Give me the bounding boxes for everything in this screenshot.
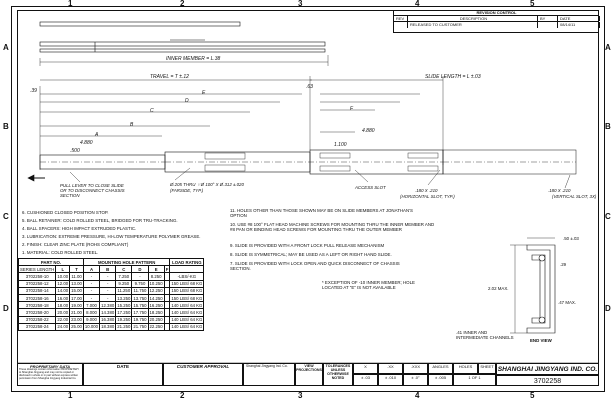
- company-name: SHANGHAI JINGYANG IND. CO.: [497, 366, 598, 373]
- table-cell: 13.00: [71, 281, 82, 287]
- dim-e: E: [202, 90, 206, 96]
- table-cell: 3702258-24: [19, 323, 56, 330]
- table-cell: 22.00: [57, 317, 69, 323]
- dim-inner-member: INNER MEMBER = L.38: [166, 56, 221, 62]
- table-cell: -: [83, 294, 99, 301]
- zone-col-1: 1: [68, 0, 73, 8]
- table-cell: 15.750: [133, 302, 147, 308]
- end-view-channel-note: .41 INNER AND INTERMEDIATE CHANNELS: [456, 330, 514, 340]
- tolerances-label: TOLERANCES UNLESS OTHERWISE NOTED: [325, 364, 351, 380]
- table-cell: 23.00: [71, 317, 82, 323]
- table-cell: 24.00: [57, 324, 69, 330]
- col-f: F: [165, 266, 169, 272]
- table-cell: -: [132, 273, 148, 280]
- note-6: 6. CUSHIONED CLOSED POSITION STOP.: [22, 210, 109, 215]
- table-cell: 3702258-18: [19, 302, 56, 309]
- dim-500: .500: [70, 148, 80, 154]
- tol-angles-header: [428, 363, 453, 374]
- table-cell: 15.00: [71, 288, 82, 294]
- table-cell: 140 LBS/ 64 KG: [171, 302, 203, 308]
- table-cell: 12.380: [101, 302, 115, 308]
- tol-xxx-header: [403, 363, 428, 374]
- dim-39: .39: [30, 88, 37, 94]
- table-cell: 20.00: [57, 309, 69, 315]
- table-cell: 16.250: [149, 302, 163, 308]
- zone-col-4: 4: [415, 0, 420, 8]
- date-header: DATE: [558, 16, 600, 21]
- col-a: A: [83, 266, 99, 273]
- zone-col-1-bottom: 1: [68, 391, 73, 400]
- end-view-top-dim: .50 ±.03: [563, 236, 579, 241]
- dim-slide-length: SLIDE LENGTH = L ±.03: [425, 74, 481, 80]
- table-cell: 3702258-10: [19, 273, 56, 280]
- table-cell: 10.000: [84, 324, 99, 330]
- table-cell: 9.000: [83, 316, 99, 323]
- inner-member-top-view: [40, 22, 240, 26]
- tol-xxx-text: ± .0°: [411, 375, 420, 380]
- proprietary-text: These drawings contain information PROPRIETARY to Shanghai Jingyang and may not be copied or disclosed in whole or in part without express written permission from Shanghai Jingyang Industrial Co.: [19, 368, 79, 380]
- table-cell: 16.00: [57, 295, 69, 301]
- sheet-value: [453, 374, 496, 386]
- note-4: 4. BALL SPACERS: HIGH IMPACT EXTRUDED PLASTIC.: [22, 226, 137, 231]
- end-view-side-dim: .29: [560, 262, 567, 267]
- table-cell: 18.250: [149, 309, 163, 315]
- note-2: 2. FINISH: CLEAR ZINC PLATE (ROHS COMPLIANT): [22, 242, 129, 247]
- dim-f: F: [350, 106, 354, 112]
- part-number: 3702258: [533, 378, 562, 385]
- note-3: 3. LUBRICATION: EXTREME PRESSURE, HI-LOW TEMPERATURE POLYMER GREASE.: [22, 234, 201, 239]
- end-view-drawing: [510, 238, 555, 333]
- dim-c: C: [150, 108, 154, 114]
- table-cell: 3702258-12: [19, 280, 56, 287]
- zone-col-2-bottom: 2: [180, 391, 185, 400]
- col-e: E: [148, 266, 164, 273]
- vertical-slot-dim: .180 X .210: [548, 188, 571, 193]
- table-cell: 150 LBS/ 68 KG: [171, 288, 203, 294]
- table-cell: 3702258-14: [19, 287, 56, 294]
- table-cell: 13.250: [117, 295, 131, 301]
- col-c: C: [116, 266, 132, 273]
- zone-row-b: B: [3, 122, 9, 131]
- tol-holes-label: HOLES: [458, 364, 473, 369]
- tol-x-label: X: [364, 364, 367, 369]
- note-10: 10. USE #8 100° FLAT HEAD MACHINE SCREWS FOR MOUNTING THRU THE INNER MEMBER AND #8 PAN OR BINDING HEAD SCREWS FOR MOUNTING THRU THE OUTER MEMBER: [230, 222, 435, 232]
- thru-hole-callout: Ø.205 THRU ⌔Ø 100° X Ø.312 ±.020 (FARSIDE, TYP.): [170, 182, 244, 193]
- tol-xx-text: ± .010: [384, 375, 397, 380]
- description-header: DESCRIPTION: [408, 16, 538, 21]
- zone-row-d-right: D: [605, 304, 611, 313]
- horizontal-slot-dim: .180 X .210: [415, 188, 438, 193]
- end-view-height: 2.02 MAX.: [488, 286, 509, 291]
- col-d: D: [132, 266, 148, 273]
- table-cell: 17.00: [71, 295, 82, 301]
- vertical-slot-callout: (VERTICAL SLOT, 3X): [552, 194, 597, 199]
- zone-row-b-right: B: [605, 122, 611, 131]
- table-cell: 7.250: [116, 273, 132, 280]
- table-row: [19, 309, 204, 316]
- slide-closed-top: [40, 42, 325, 46]
- tol-xx-label: .XX: [387, 364, 394, 369]
- exception-note: * EXCEPTION OF -10 INNER MEMBER; HOLE LOCATED AT "E" IS NOT AVAILABLE: [322, 280, 415, 290]
- description-value: RELEASED TO CUSTOMER: [408, 22, 538, 28]
- table-cell: -: [100, 273, 116, 280]
- col-t: T: [70, 266, 84, 273]
- inner-member-side: [40, 155, 165, 169]
- view-projection-label: VIEW PROJECTIONS: [296, 364, 322, 372]
- zone-col-2: 2: [180, 0, 185, 8]
- pull-lever-callout: PULL LEVER TO CLOSE SLIDE OR TO DISCONNECT CHASSIS SECTION: [60, 183, 125, 198]
- customer-approval-block: [163, 363, 243, 386]
- table-cell: 20.250: [149, 317, 163, 323]
- table-row: [19, 287, 204, 294]
- table-cell: 18.00: [57, 302, 69, 308]
- slide-closed-flange: [40, 49, 325, 52]
- tol-angles-value: [428, 374, 453, 386]
- address-text: Shanghai Jingyang Ind. Co.: [246, 364, 288, 368]
- tol-holes-header: [453, 363, 478, 374]
- load-rating-header: LOAD RATING: [170, 259, 204, 266]
- table-cell: -: [100, 294, 116, 301]
- sheet-text: 1 OF 1: [468, 375, 481, 380]
- dim-travel: TRAVEL = T ±.12: [150, 74, 189, 80]
- note-11: 11. HOLES OTHER THAN THOSE SHOWN MAY BE ON SLIDE MEMBERS AT JONATHAN'S OPTION: [230, 208, 413, 218]
- table-cell: 11.750: [133, 288, 147, 294]
- table-cell: 140 LBS/ 64 KG: [171, 324, 203, 330]
- table-cell: 150 LBS/ 68 KG: [171, 281, 203, 287]
- note-1: 1. MATERIAL: COLD ROLLED STEEL.: [22, 250, 99, 255]
- table-row: [19, 280, 204, 287]
- table-cell: 12.00: [57, 281, 69, 287]
- zone-row-a-right: A: [605, 43, 611, 52]
- table-cell: 150 LBS/ 68 KG: [171, 295, 203, 301]
- tolerances-block: [323, 363, 353, 386]
- table-row: [19, 316, 204, 323]
- dim-4880-left: 4.880: [80, 140, 93, 146]
- col-b: B: [100, 266, 116, 273]
- table-cell: 19.00: [71, 302, 82, 308]
- note-7: 7. SLIDE IS PROVIDED WITH LOCK OPEN AND QUICK DISCONNECT OF CHASSIS SECTION.: [230, 261, 400, 271]
- zone-col-5: 5: [530, 0, 535, 8]
- date-block: [83, 363, 163, 386]
- zone-col-5-bottom: 5: [530, 391, 535, 400]
- table-row: [19, 302, 204, 309]
- company-block: [496, 363, 599, 375]
- table-cell: 3702258-22: [19, 316, 56, 323]
- address-block: [243, 363, 295, 386]
- table-cell: 14.250: [149, 295, 163, 301]
- table-cell: -: [100, 287, 116, 294]
- sheet-label: SHEET: [480, 364, 494, 369]
- note-5: 5. BALL RETAINER: COLD ROLLED STEEL, BRIDGED FOR TRU-TRACKING.: [22, 218, 178, 223]
- zone-row-c: C: [3, 212, 9, 221]
- table-cell: 16.380: [101, 317, 115, 323]
- table-cell: -: [83, 287, 99, 294]
- zone-col-3: 3: [298, 0, 303, 8]
- note-8: 8. SLIDE IS SYMMETRICAL; MAY BE USED AS A LEFT OR RIGHT HAND SLIDE.: [230, 252, 392, 257]
- tol-xx-value: [378, 374, 403, 386]
- table-cell: 25.00: [71, 324, 82, 330]
- table-row: [19, 323, 204, 330]
- zone-row-d: D: [3, 304, 9, 313]
- table-cell: 10.250: [149, 281, 163, 287]
- table-cell: 11.00: [71, 273, 82, 279]
- end-view-thick-dim: .47 MAX.: [558, 300, 577, 305]
- table-cell: 21.750: [133, 324, 147, 330]
- customer-approval-label: CUSTOMER APPROVAL: [176, 364, 230, 369]
- table-cell: -LBS/-KG: [170, 273, 204, 280]
- revision-title: REVISION CONTROL: [394, 10, 599, 16]
- dim-1100: 1.100: [334, 142, 347, 148]
- tol-x-value: [353, 374, 378, 386]
- sheet-header: [478, 363, 496, 374]
- table-cell: 15.250: [117, 302, 131, 308]
- access-slot-callout: ACCESS SLOT: [355, 185, 386, 190]
- table-cell: 17.250: [117, 309, 131, 315]
- table-cell: 3702258-16: [19, 294, 56, 301]
- table-cell: 7.000: [83, 302, 99, 309]
- table-cell: 17.750: [133, 309, 147, 315]
- rev-header: REV: [394, 16, 408, 21]
- end-view-label: END VIEW: [530, 338, 552, 343]
- table-cell: 14.00: [57, 288, 69, 294]
- tol-angles-label: ANGLES: [432, 364, 449, 369]
- col-l: L: [56, 266, 70, 273]
- date-block-label: DATE: [116, 364, 130, 369]
- zone-col-3-bottom: 3: [298, 391, 303, 400]
- part-no-header: PART NO.: [19, 259, 84, 266]
- table-cell: 9.750: [132, 280, 148, 287]
- proprietary-title: PROPRIETARY DATA: [29, 364, 71, 369]
- table-cell: 19.750: [133, 317, 147, 323]
- table-cell: 14.380: [101, 309, 115, 315]
- zone-row-a: A: [3, 43, 9, 52]
- table-cell: 12.250: [149, 288, 163, 294]
- view-projection-block: [295, 363, 323, 386]
- mounting-hole-table: [18, 258, 204, 331]
- mounting-pattern-header: MOUNTING HOLE PATTERN: [83, 259, 169, 266]
- table-row: [19, 273, 204, 280]
- table-cell: 13.750: [133, 295, 147, 301]
- table-cell: 3702258-20: [19, 309, 56, 316]
- tol-x-text: ± .03: [361, 375, 370, 380]
- table-cell: 18.380: [101, 324, 115, 330]
- table-cell: -: [83, 280, 99, 287]
- dim-4880-right: 4.880: [362, 128, 375, 134]
- col-series: SERIES LENGTH: [20, 266, 55, 272]
- tol-x-header: [353, 363, 378, 374]
- table-cell: 10.00: [57, 273, 69, 279]
- table-cell: -: [100, 280, 116, 287]
- dim-63: .63: [306, 84, 313, 90]
- table-cell: 21.250: [117, 324, 131, 330]
- tol-xxx-value: [403, 374, 428, 386]
- part-number-block: [496, 375, 599, 386]
- zone-row-c-right: C: [605, 212, 611, 221]
- tol-angles-text: ± .005: [434, 375, 447, 380]
- col-load: [170, 266, 204, 273]
- table-cell: 140 LBS/ 64 KG: [171, 317, 203, 323]
- proprietary-block: [17, 363, 83, 386]
- table-cell: 8.250: [148, 273, 164, 280]
- table-cell: 9.250: [116, 280, 132, 287]
- date-value: 08/14/11: [558, 22, 600, 28]
- dim-d: D: [185, 98, 189, 104]
- table-cell: -: [83, 273, 99, 280]
- dim-b: B: [130, 122, 134, 128]
- table-cell: 11.250: [117, 288, 131, 294]
- table-row: [19, 294, 204, 301]
- table-cell: 140 LBS/ 64 KG: [171, 309, 203, 315]
- tol-xxx-label: .XXX: [410, 364, 421, 369]
- table-cell: 22.250: [149, 324, 163, 330]
- note-9: 9. SLIDE IS PROVIDED WITH A FRONT LOCK PULL RELEASE MECHANISM: [230, 243, 385, 248]
- dim-a: A: [95, 132, 99, 138]
- table-cell: 19.250: [117, 317, 131, 323]
- table-cell: 21.00: [71, 309, 82, 315]
- table-cell: 8.000: [83, 309, 99, 316]
- by-header: BY: [538, 16, 558, 21]
- tol-xx-header: [378, 363, 403, 374]
- zone-col-4-bottom: 4: [415, 391, 420, 400]
- horizontal-slot-callout: (HORIZONTAL SLOT, TYP.): [400, 194, 455, 199]
